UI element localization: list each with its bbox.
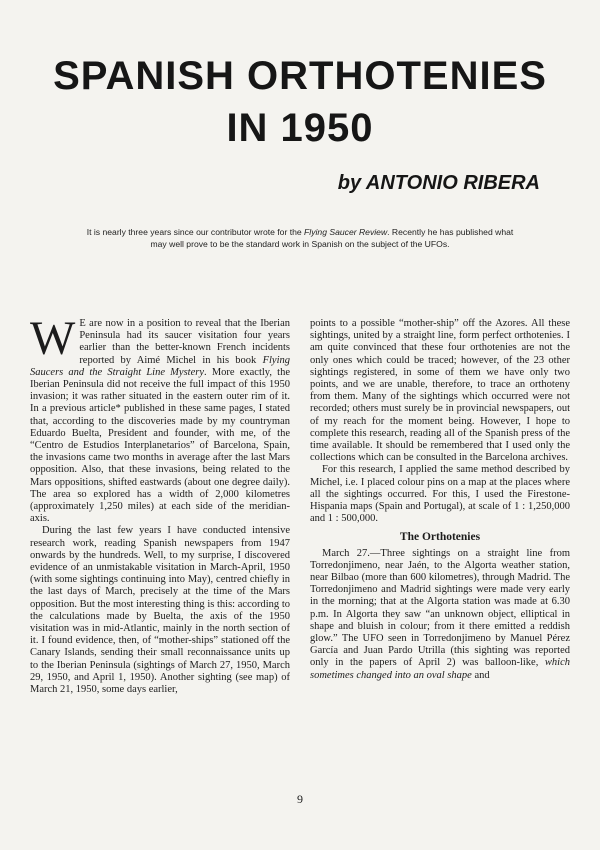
right-paragraph-2: For this research, I applied the same method described by Michel, i.e. I placed colour pins on a map at the places where all the sightings occurred. For this, I used the Firestone-Hispania maps (Spain and Portugal), at scale of 1 : 1,250,000 and 1 : 500,000. — [310, 464, 570, 525]
editor-introduction — [80, 226, 520, 250]
author-byline: by ANTONIO RIBERA — [337, 172, 540, 194]
left-text-column — [30, 312, 290, 696]
left-paragraph-2: During the last few years I have conducted intensive research work, reading Spanish newspapers from 1947 onwards by the hundreds. Well, to my surprise, I discovered evidence of an unmistakable visitation in March-April, 1950 (with some sightings continuing into May), centred chiefly in the last days of March, precisely at the time of the Mars opposition. But the most interesting thing is this: according to the calculations made by Buelta, the axis of the 1950 visitation was in mid-Atlantic, mainly in the north section of it. I found evidence, then, of “mother-ships” stationed off the Canary Islands, sending their small reconnaissance units up to the Iberian Peninsula (sightings of March 27, 1950, March 29, 1950, and April 1, 1950). Another sighting (see map) of March 21, 1950, some days earlier, — [30, 525, 290, 696]
right-paragraph-1: points to a possible “mother-ship” off the Azores. All these sightings, united by a straight line, form perfect orthotenies. I am quite convinced that these four orthotenies are not the only ones which could be traced; however, of the 23 other sightings registered, in some of them we have only two points, and we are unable, therefore, to trace an orthoteny from them. Many of the sightings which occurred were not recorded; others must surely be in provincial newspapers, out of my reach for the moment being. However, I hope to complete this research, reading all of the Spanish press of the time available. It should be remembered that I used only the collections which can be consulted in the Barcelona archives. — [310, 318, 570, 464]
right-p3-italic: which sometimes changed into an oval shape — [310, 657, 570, 681]
left-p1-text-b: . More exactly, the Iberian Peninsula did not receive the full impact of this 1950 invasion; it was rather situated in the eastern outer rim of it. In a previous article* published in these same pages, I stated that, according to the discoveries made by my countryman Eduardo Buelta, President and founder, with me, of the “Centro de Estudios Interplanetarios” of Barcelona, Spain, the invasions came two months in average after the last Mars opposition. Also, that these invasions, being related to the Mars oppositions, shifted eastwards (about one degree daily). The area so explored has a width of 2,000 kilometres (approximately 1,250 miles) at each side of the meridian-axis. — [30, 366, 290, 525]
article-title-line-1: SPANISH ORTHOTENIES — [53, 54, 547, 98]
page-number: 9 — [297, 792, 303, 806]
intro-text-end: . Recently he has published what may well prove to be the standard work in Spanish on the subject of the UFOs. — [150, 227, 514, 249]
intro-text-start: It is nearly three years since our contributor wrote for the — [86, 227, 305, 237]
left-p1-text-a: E are now in a position to reveal that the Iberian Peninsula had its saucer visitation four years earlier than the better-known French incidents reported by Aimé Michel in his book — [79, 318, 290, 366]
right-p3-text-b: and — [471, 669, 490, 681]
right-paragraph-3 — [310, 548, 570, 682]
drop-cap: W — [30, 312, 76, 365]
right-text-column — [310, 318, 570, 682]
intro-publication-name: Flying Saucer Review — [304, 227, 388, 237]
section-heading: The Orthotenies — [399, 531, 481, 544]
left-paragraph-1 — [30, 312, 290, 525]
right-p3-text-a: March 27.—Three sightings on a straight line from Torredonjimeno, near Jaén, to the Algorta weather station, near Bilbao (more than 600 kilometres), through Madrid. The Torredonjimeno and Madrid sightings were made very early in the morning; that at the Algorta station was made at 6.30 p.m. In Algorta they saw “an unknown object, elliptical in shape and bluish in colour; from it there emitted a reddish glow.” The UFO seen in Torredonjimeno by Manuel Pérez García and Juan Pardo Utrilla (this sighting was reported only in the papers of April 2) was balloon-like, — [310, 547, 570, 669]
book-title: Flying Saucers and the Straight Line Mystery — [30, 354, 290, 378]
article-title-line-2: IN 1950 — [226, 106, 374, 150]
